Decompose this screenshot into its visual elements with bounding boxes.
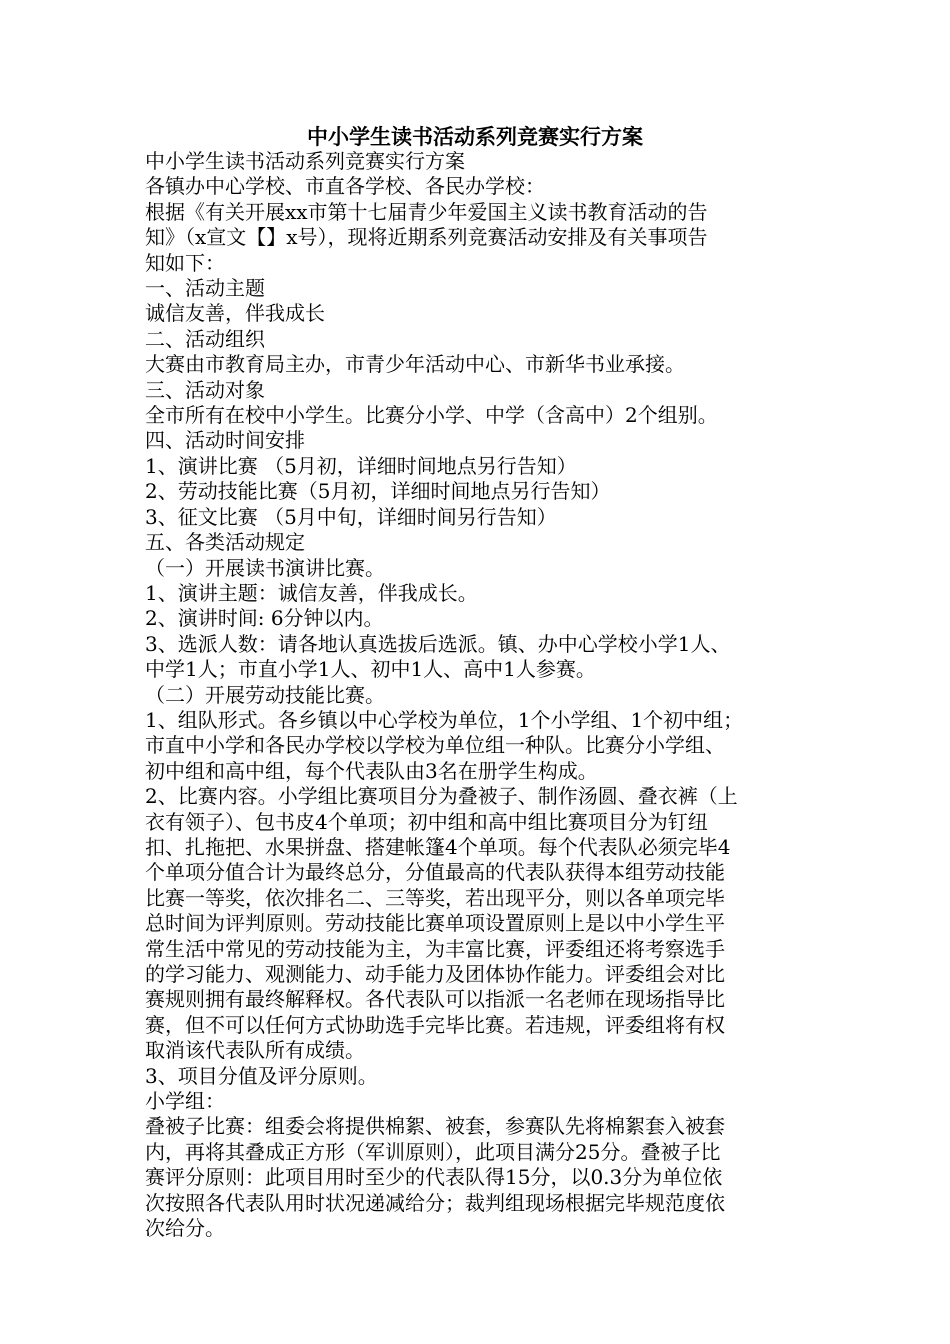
body-line: 赛规则拥有最终解释权。各代表队可以指派一名老师在现场指导比 [145, 987, 725, 1012]
body-line: 2、比赛内容。小学组比赛项目分为叠被子、制作汤圆、叠衣裤（上 [145, 784, 738, 809]
body-line: 内，再将其叠成正方形（军训原则），此项目满分25分。叠被子比 [145, 1139, 721, 1164]
body-line: 1、演讲主题：诚信友善，伴我成长。 [145, 580, 478, 605]
body-line: 初中组和高中组，每个代表队由3名在册学生构成。 [145, 758, 598, 783]
document-title: 中小学生读书活动系列竞赛实行方案 [307, 124, 643, 149]
body-line: 个单项分值合计为最终总分，分值最高的代表队获得本组劳动技能 [145, 860, 725, 885]
body-line: 的学习能力、观测能力、动手能力及团体协作能力。评委组会对比 [145, 962, 725, 986]
body-line: 知如下： [145, 250, 225, 275]
body-line: 赛评分原则：此项目用时至少的代表队得15分，以0.3分为单位依 [145, 1165, 723, 1190]
body-line: 3、项目分值及评分原则。 [145, 1063, 378, 1088]
body-line: 次按照各代表队用时状况递减给分；裁判组现场根据完毕规范度依 [145, 1190, 725, 1215]
body-line: 1、组队形式。各乡镇以中心学校为单位，1个小学组、1个初中组； [145, 707, 744, 732]
body-line: 小学组： [145, 1089, 225, 1114]
body-line: 比赛一等奖，依次排名二、三等奖，若出现平分，则以各单项完毕 [145, 885, 725, 910]
body-line: 取消该代表队所有成绩。 [145, 1038, 365, 1063]
body-line: 次给分。 [145, 1216, 225, 1241]
body-line: 3、选派人数：请各地认真选拔后选派。镇、办中心学校小学1人、 [145, 631, 731, 656]
body-line: 市直中小学和各民办学校以学校为单位组一种队。比赛分小学组、 [145, 733, 725, 758]
body-line: 二、活动组织 [145, 326, 265, 351]
body-line: 扣、扎拖把、水果拼盘、搭建帐篷4个单项。每个代表队必须完毕4 [145, 834, 731, 859]
body-line: 大赛由市教育局主办，市青少年活动中心、市新华书业承接。 [145, 352, 685, 377]
body-line: 五、各类活动规定 [145, 530, 305, 555]
body-line: 赛，但不可以任何方式协助选手完毕比赛。若违规，评委组将有权 [145, 1012, 725, 1037]
body-line: 诚信友善，伴我成长 [145, 301, 325, 326]
body-line: 总时间为评判原则。劳动技能比赛单项设置原则上是以中小学生平 [145, 911, 725, 936]
body-line: 一、活动主题 [145, 276, 265, 301]
body-line: 根据《有关开展xx市第十七届青少年爱国主义读书教育活动的告 [145, 199, 708, 224]
body-line: 2、劳动技能比赛（5月初，详细时间地点另行告知） [145, 479, 611, 504]
body-line: 全市所有在校中小学生。比赛分小学、中学（含高中）2个组别。 [145, 403, 718, 428]
body-line: 叠被子比赛：组委会将提供棉絮、被套，参赛队先将棉絮套入被套 [145, 1114, 725, 1139]
body-line: 知》（x宣文【】x号），现将近期系列竞赛活动安排及有关事项告 [145, 225, 708, 250]
body-line: 1、演讲比赛 （5月初，详细时间地点另行告知） [145, 453, 577, 478]
body-line: 各镇办中心学校、市直各学校、各民办学校： [145, 174, 545, 199]
document-body [145, 149, 805, 1241]
body-line: （二）开展劳动技能比赛。 [145, 682, 385, 707]
body-line: 3、征文比赛 （5月中旬，详细时间另行告知） [145, 504, 557, 529]
body-line: 中小学生读书活动系列竞赛实行方案 [145, 149, 465, 173]
body-line: 三、活动对象 [145, 377, 265, 402]
body-line: 常生活中常见的劳动技能为主，为丰富比赛，评委组还将考察选手 [145, 936, 725, 961]
body-line: 衣有领子）、包书皮4个单项；初中组和高中组比赛项目分为钉纽 [145, 809, 708, 834]
body-line: 四、活动时间安排 [145, 428, 305, 453]
body-line: 中学1人；市直小学1人、初中1人、高中1人参赛。 [145, 657, 596, 682]
body-line: （一）开展读书演讲比赛。 [145, 555, 385, 580]
body-line: 2、演讲时间: 6分钟以内。 [145, 606, 384, 631]
